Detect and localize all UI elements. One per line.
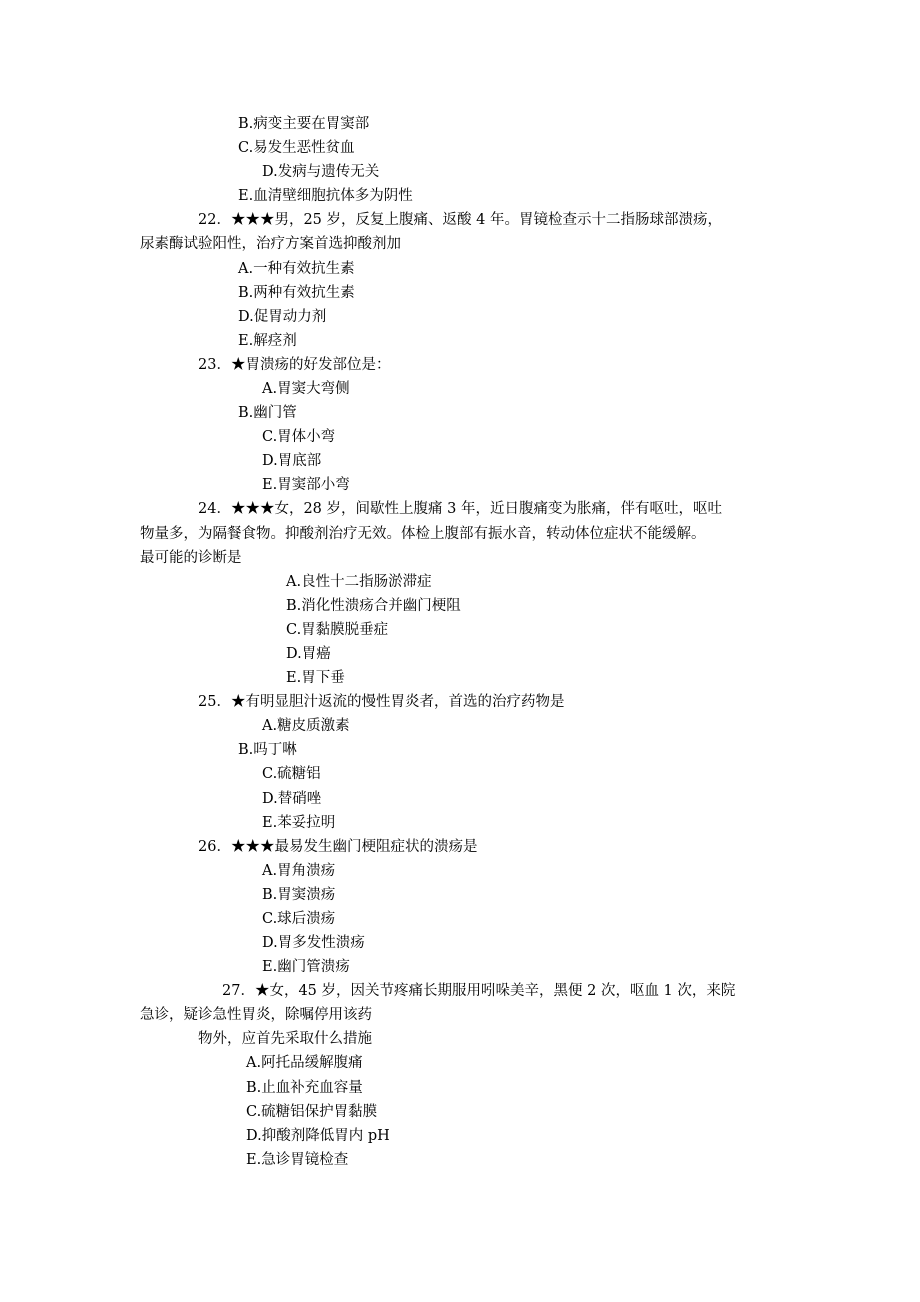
q22-option-d: D.促胃动力剂	[238, 309, 327, 325]
q26-option-c: C.球后溃疡	[262, 911, 336, 927]
q27-option-d: D.抑酸剂降低胃内 pH	[246, 1128, 390, 1144]
q22-option-b: B.两种有效抗生素	[238, 285, 355, 301]
q23-option-a: A.胃窦大弯侧	[262, 381, 350, 397]
q25-option-e: E.苯妥拉明	[262, 815, 336, 831]
q26-option-b: B.胃窦溃疡	[262, 887, 336, 903]
q21-option-b: B.病变主要在胃窦部	[238, 116, 370, 132]
q26-option-d: D.胃多发性溃疡	[262, 935, 365, 951]
q24-option-a: A.良性十二指肠淤滞症	[286, 574, 432, 590]
q27-option-b: B.止血补充血容量	[246, 1080, 363, 1096]
q23-option-b: B.幽门管	[238, 405, 297, 421]
q22-option-a: A.一种有效抗生素	[238, 261, 355, 277]
q23-option-d: D.胃底部	[262, 453, 322, 469]
q27-stem-line-1: 27．★女，45 岁，因关节疼痛长期服用吲哚美辛，黑便 2 次，呕血 1 次，来院	[222, 983, 736, 999]
q26-stem: 26．★★★最易发生幽门梗阻症状的溃疡是	[198, 839, 478, 855]
q22-stem-line-1: 22．★★★男，25 岁，反复上腹痛、返酸 4 年。胃镜检查示十二指肠球部溃疡，	[198, 212, 722, 228]
q27-stem-line-3: 物外，应首先采取什么措施	[198, 1031, 372, 1047]
q23-option-c: C.胃体小弯	[262, 429, 336, 445]
q23-option-e: E.胃窦部小弯	[262, 477, 350, 493]
q25-option-b: B.吗丁啉	[238, 742, 297, 758]
q22-stem-line-2: 尿素酶试验阳性，治疗方案首选抑酸剂加	[140, 236, 401, 252]
q27-stem-line-2: 急诊，疑诊急性胃炎，除嘱停用该药	[140, 1007, 372, 1023]
q26-option-e: E.幽门管溃疡	[262, 959, 350, 975]
q27-option-a: A.阿托品缓解腹痛	[246, 1055, 363, 1071]
q27-option-e: E.急诊胃镜检查	[246, 1152, 349, 1168]
q25-option-d: D.替硝唑	[262, 791, 322, 807]
q23-stem: 23．★胃溃疡的好发部位是：	[198, 357, 391, 373]
q25-option-c: C.硫糖铝	[262, 766, 321, 782]
q24-option-b: B.消化性溃疡合并幽门梗阻	[286, 598, 461, 614]
q22-option-e: E.解痉剂	[238, 333, 297, 349]
q24-stem-line-2: 物量多，为隔餐食物。抑酸剂治疗无效。体检上腹部有振水音，转动体位症状不能缓解。	[140, 526, 706, 542]
q27-option-c: C.硫糖铝保护胃黏膜	[246, 1104, 378, 1120]
q24-option-c: C.胃黏膜脱垂症	[286, 622, 389, 638]
q24-option-d: D.胃癌	[286, 646, 331, 662]
q21-option-d: D.发病与遗传无关	[262, 164, 380, 180]
q26-option-a: A.胃角溃疡	[262, 863, 336, 879]
q21-option-c: C.易发生恶性贫血	[238, 140, 355, 156]
q21-option-e: E.血清壁细胞抗体多为阴性	[238, 188, 413, 204]
q25-option-a: A.糖皮质激素	[262, 718, 350, 734]
q24-option-e: E.胃下垂	[286, 670, 345, 686]
q24-stem-line-3: 最可能的诊断是	[140, 550, 242, 566]
q24-stem-line-1: 24．★★★女，28 岁，间歇性上腹痛 3 年，近日腹痛变为胀痛，伴有呕吐，呕吐	[198, 501, 722, 517]
q25-stem: 25．★有明显胆汁返流的慢性胃炎者，首选的治疗药物是	[198, 694, 565, 710]
